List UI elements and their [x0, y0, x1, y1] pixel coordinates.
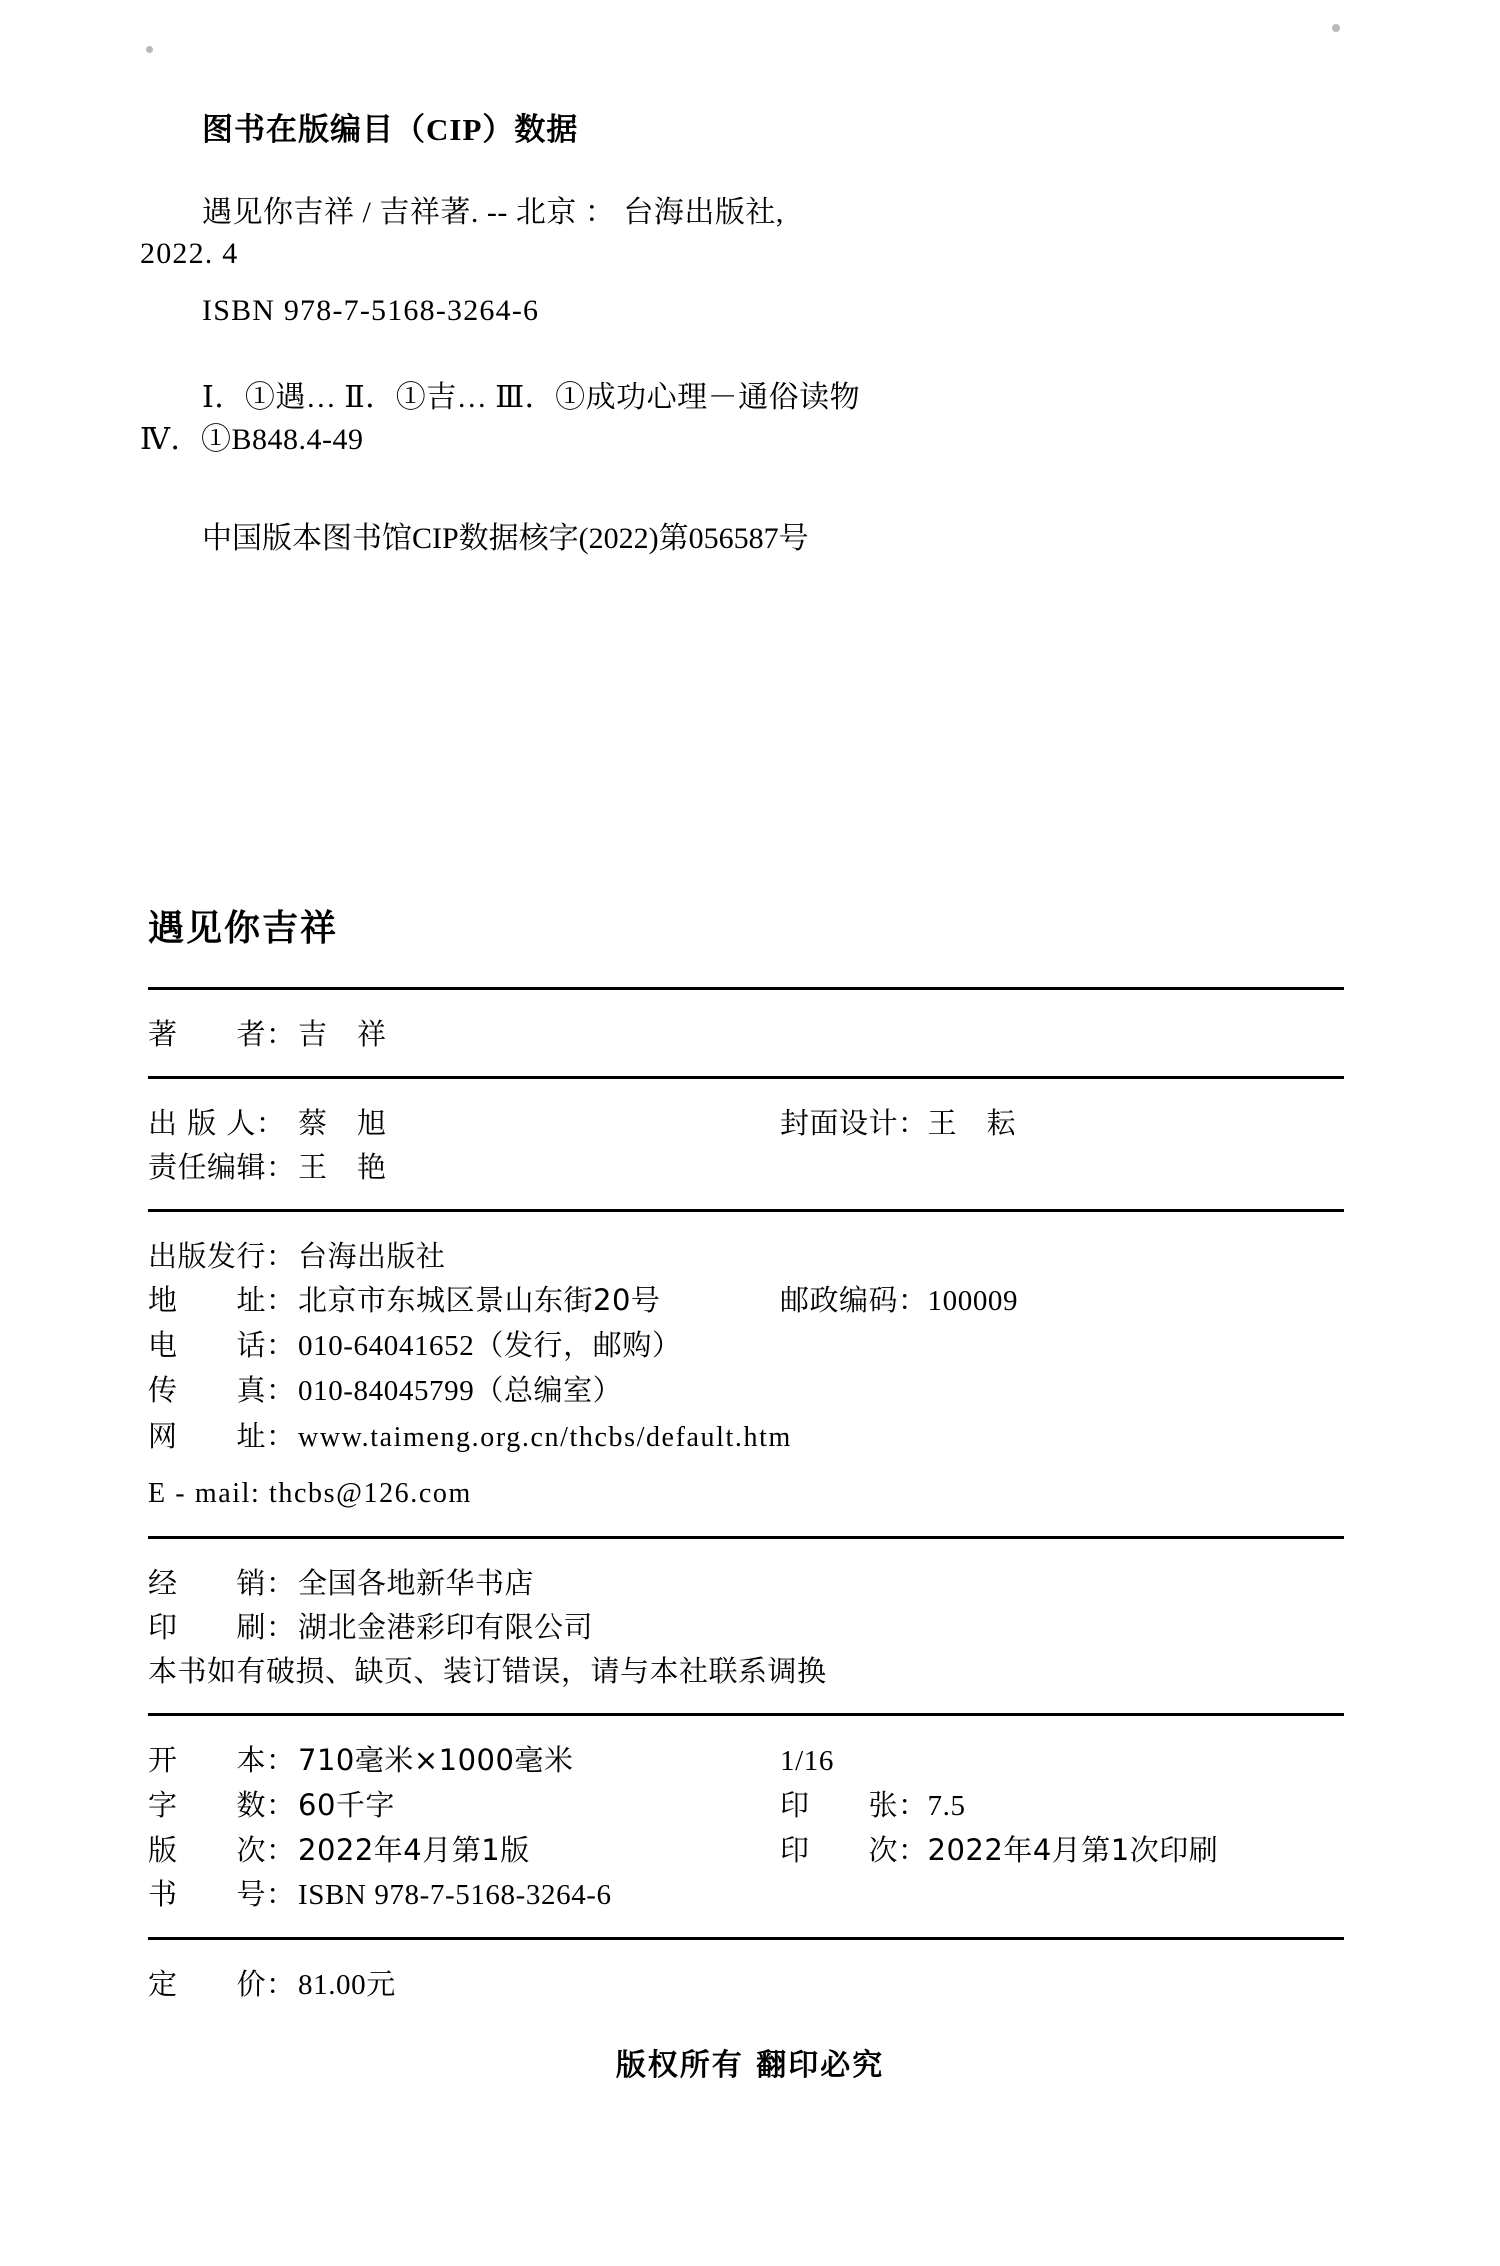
distribution-label: 经 销：: [148, 1565, 296, 1600]
phone-label: 电 话：: [148, 1328, 296, 1363]
contact-section: [148, 1212, 1344, 1535]
cip-entry-line-1: 遇见你吉祥 / 吉祥著. -- 北京 ： 台海出版社,: [202, 196, 784, 229]
address-row: [148, 1278, 1344, 1323]
responsible-editor-label: 责任编辑：: [148, 1150, 296, 1185]
damage-note-row: [148, 1649, 1344, 1693]
responsible-editor-value: 王 艳: [298, 1150, 387, 1185]
phone-row: [148, 1323, 1344, 1368]
email-label: E - mail:: [148, 1478, 261, 1510]
word-count-value: 60千字: [298, 1787, 395, 1822]
format-ratio-value: 1/16: [780, 1744, 834, 1777]
printing-house-label: 印 刷：: [148, 1609, 296, 1644]
cover-designer-value: 王 耘: [927, 1106, 1017, 1141]
fax-value: 010-84045799（总编室）: [298, 1375, 623, 1408]
website-value: www.taimeng.org.cn/thcbs/default.htm: [298, 1421, 792, 1453]
spacer: [140, 461, 1320, 513]
distribution-row: [148, 1561, 1344, 1605]
publisher-person-value: 蔡 旭: [298, 1106, 387, 1141]
printing-house-value: 湖北金港彩印有限公司: [298, 1609, 594, 1644]
publisher-person-row: [148, 1101, 1344, 1145]
printing-house-row: [148, 1605, 1344, 1649]
author-label: 著 者：: [148, 1017, 296, 1051]
format-value: 710毫米×1000毫米: [298, 1742, 574, 1777]
address-cell: [148, 1278, 780, 1322]
format-cell: [148, 1738, 780, 1782]
price-row: [148, 1962, 1344, 2007]
price-section: [148, 1940, 1344, 2027]
publish-distribute-row: [148, 1234, 1344, 1278]
publisher-person-label: 出 版 人：: [148, 1106, 286, 1141]
colophon-block: [148, 900, 1344, 2027]
specifications-section: [148, 1716, 1344, 1937]
cip-block: [140, 104, 1320, 557]
postcode-cell: [780, 1278, 1018, 1323]
author-section: [148, 990, 1344, 1076]
website-row: [148, 1414, 1344, 1460]
author-value: 吉 祥: [298, 1017, 387, 1051]
damage-note: 本书如有破损、缺页、装订错误，请与本社联系调换: [148, 1653, 827, 1688]
sheets-label: 印 张：: [780, 1787, 928, 1822]
edition-cell: [148, 1828, 780, 1872]
address-label: 地 址：: [148, 1283, 296, 1318]
page-title: 遇见你吉祥: [148, 908, 339, 949]
word-count-cell: [148, 1783, 780, 1827]
credits-section: [148, 1079, 1344, 1209]
book-number-value: ISBN 978-7-5168-3264-6: [298, 1879, 612, 1912]
fax-label: 传 真：: [148, 1373, 296, 1408]
publish-distribute-label: 出版发行：: [148, 1239, 296, 1274]
price-value: 81.00元: [298, 1969, 396, 2002]
author-row: [148, 1012, 1344, 1056]
scan-speckle: [146, 46, 153, 53]
spacer: [140, 331, 1320, 377]
edition-label: 版 次：: [148, 1833, 296, 1868]
sheets-cell: [780, 1783, 966, 1828]
format-ratio-cell: [780, 1739, 834, 1783]
cover-designer-label: 封面设计：: [780, 1106, 928, 1141]
copyright-notice: 版权所有 翻印必究: [615, 2048, 885, 2083]
cip-registration-number: 中国版本图书馆CIP数据核字(2022)第056587号: [202, 522, 809, 556]
book-number-label: 书 号：: [148, 1877, 296, 1912]
address-value: 北京市东城区景山东街20号: [298, 1283, 661, 1318]
cip-heading: 图书在版编目（CIP）数据: [202, 112, 579, 147]
scan-speckle: [1332, 24, 1340, 32]
format-label: 开 本：: [148, 1742, 296, 1777]
cip-entry-line-2: 2022. 4: [140, 236, 239, 270]
word-count-label: 字 数：: [148, 1787, 296, 1822]
cip-classification-line-2: Ⅳ．①B848.4-49: [140, 423, 364, 457]
word-count-row: [148, 1783, 1344, 1828]
format-row: [148, 1738, 1344, 1783]
postcode-value: 100009: [927, 1285, 1019, 1318]
sheets-value: 7.5: [927, 1789, 966, 1822]
cover-designer-cell: [780, 1101, 1016, 1145]
impression-value: 2022年4月第1次印刷: [927, 1833, 1219, 1868]
email-row: [148, 1473, 1344, 1516]
fax-row: [148, 1368, 1344, 1413]
cip-classification-line-1: Ⅰ．①遇… Ⅱ．①吉… Ⅲ．①成功心理－通俗读物: [202, 381, 861, 415]
distribution-section: [148, 1539, 1344, 1713]
impression-label: 印 次：: [780, 1833, 928, 1868]
edition-row: [148, 1828, 1344, 1872]
distribution-value: 全国各地新华书店: [298, 1565, 535, 1600]
edition-value: 2022年4月第1版: [298, 1833, 530, 1868]
spacer: [140, 275, 1320, 291]
phone-value: 010-64041652（发行，邮购）: [298, 1330, 682, 1363]
impression-cell: [780, 1828, 1218, 1872]
postcode-label: 邮政编码：: [780, 1283, 928, 1318]
website-label: 网 址：: [148, 1418, 296, 1453]
responsible-editor-row: [148, 1145, 1344, 1189]
book-number-row: [148, 1872, 1344, 1917]
publisher-person-cell: [148, 1101, 780, 1145]
price-label: 定 价：: [148, 1967, 296, 2002]
publish-distribute-value: 台海出版社: [298, 1239, 446, 1274]
email-value: thcbs@126.com: [268, 1478, 472, 1510]
cip-isbn: ISBN 978-7-5168-3264-6: [202, 293, 540, 327]
